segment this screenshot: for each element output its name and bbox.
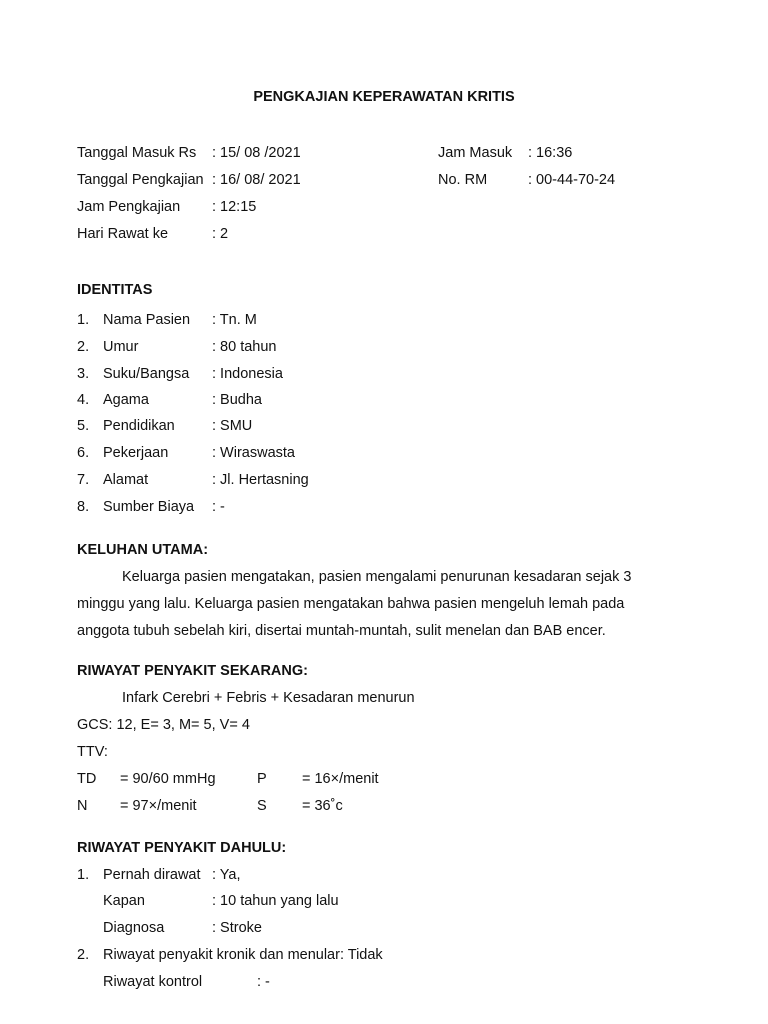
item-number: 6. <box>77 445 90 461</box>
field-value: : 15/ 08 /2021 <box>212 145 301 161</box>
item-label: Alamat <box>103 472 149 488</box>
item-label: Sumber Biaya <box>103 499 195 515</box>
item-value: : Ya, <box>212 867 241 883</box>
item-value: : Jl. Hertasning <box>212 472 309 488</box>
item-label: Pekerjaan <box>103 445 169 461</box>
field-value: : 2 <box>212 226 229 242</box>
list-item <box>0 473 768 491</box>
header-row-3 <box>0 200 768 218</box>
sub-item <box>0 894 768 912</box>
item-label: Suku/Bangsa <box>103 366 190 382</box>
list-item <box>0 948 768 966</box>
paragraph-line: Keluarga pasien mengatakan, pasien mengalami penurunan kesadaran sejak 3 <box>122 569 632 585</box>
item-value: : Budha <box>212 392 262 408</box>
vital-value: = 90/60 mmHg <box>120 771 216 787</box>
list-item <box>0 419 768 437</box>
diagnosis-text: Infark Cerebri + Febris + Kesadaran menurun <box>122 690 415 706</box>
list-item <box>0 446 768 464</box>
item-number: 7. <box>77 472 90 488</box>
vital-value: = 36˚c <box>302 798 343 814</box>
item-value: : - <box>257 974 270 990</box>
item-value: : Indonesia <box>212 366 283 382</box>
paragraph-line: anggota tubuh sebelah kiri, disertai muntah-muntah, sulit menelan dan BAB encer. <box>77 623 606 639</box>
item-label: Umur <box>103 339 139 355</box>
item-label: Agama <box>103 392 149 408</box>
vital-label: P <box>257 771 267 787</box>
sub-item <box>0 921 768 939</box>
section-heading-keluhan: KELUHAN UTAMA: <box>77 542 209 558</box>
gcs-text: GCS: 12, E= 3, M= 5, V= 4 <box>77 717 250 733</box>
item-label: Riwayat kontrol <box>103 974 203 990</box>
item-label: Kapan <box>103 893 145 909</box>
sub-item <box>0 975 768 993</box>
item-text: Riwayat penyakit kronik dan menular: Tidak <box>103 947 383 963</box>
document-title: PENGKAJIAN KEPERAWATAN KRITIS <box>253 89 515 105</box>
item-number: 2. <box>77 947 90 963</box>
item-value: : 10 tahun yang lalu <box>212 893 339 909</box>
header-row-1 <box>0 146 768 164</box>
item-number: 1. <box>77 867 90 883</box>
field-value: : 16/ 08/ 2021 <box>212 172 301 188</box>
vital-value: = 16×/menit <box>302 771 379 787</box>
field-label: Jam Masuk <box>438 145 513 161</box>
item-number: 8. <box>77 499 90 515</box>
item-value: : 80 tahun <box>212 339 277 355</box>
item-label: Nama Pasien <box>103 312 191 328</box>
ttv-label: TTV: <box>77 744 108 760</box>
section-heading-sekarang: RIWAYAT PENYAKIT SEKARANG: <box>77 663 308 679</box>
list-item <box>0 313 768 331</box>
item-label: Diagnosa <box>103 920 165 936</box>
header-row-2 <box>0 173 768 191</box>
field-value: : 12:15 <box>212 199 257 215</box>
list-item <box>0 393 768 411</box>
field-value: : 16:36 <box>528 145 573 161</box>
field-label: No. RM <box>438 172 488 188</box>
header-row-4 <box>0 227 768 245</box>
vital-label: S <box>257 798 267 814</box>
item-value: : Wiraswasta <box>212 445 295 461</box>
item-value: : Tn. M <box>212 312 257 328</box>
list-item <box>0 500 768 518</box>
item-number: 1. <box>77 312 90 328</box>
list-item <box>0 340 768 358</box>
field-label: Tanggal Masuk Rs <box>77 145 197 161</box>
item-label: Pendidikan <box>103 418 175 434</box>
field-label: Tanggal Pengkajian <box>77 172 204 188</box>
vital-label: TD <box>77 771 97 787</box>
section-heading-identitas: IDENTITAS <box>77 282 153 298</box>
item-number: 2. <box>77 339 90 355</box>
paragraph-line: minggu yang lalu. Keluarga pasien mengatakan bahwa pasien mengeluh lemah pada <box>77 596 625 612</box>
item-number: 4. <box>77 392 90 408</box>
field-label: Hari Rawat ke <box>77 226 169 242</box>
field-value: : 00-44-70-24 <box>528 172 616 188</box>
vital-label: N <box>77 798 88 814</box>
item-number: 3. <box>77 366 90 382</box>
item-label: Pernah dirawat <box>103 867 201 883</box>
vital-row <box>0 799 768 817</box>
item-value: : SMU <box>212 418 253 434</box>
item-value: : Stroke <box>212 920 262 936</box>
vital-value: = 97×/menit <box>120 798 197 814</box>
vital-row <box>0 772 768 790</box>
list-item <box>0 868 768 886</box>
item-value: : - <box>212 499 225 515</box>
section-heading-dahulu: RIWAYAT PENYAKIT DAHULU: <box>77 840 287 856</box>
item-number: 5. <box>77 418 90 434</box>
list-item <box>0 367 768 385</box>
field-label: Jam Pengkajian <box>77 199 181 215</box>
